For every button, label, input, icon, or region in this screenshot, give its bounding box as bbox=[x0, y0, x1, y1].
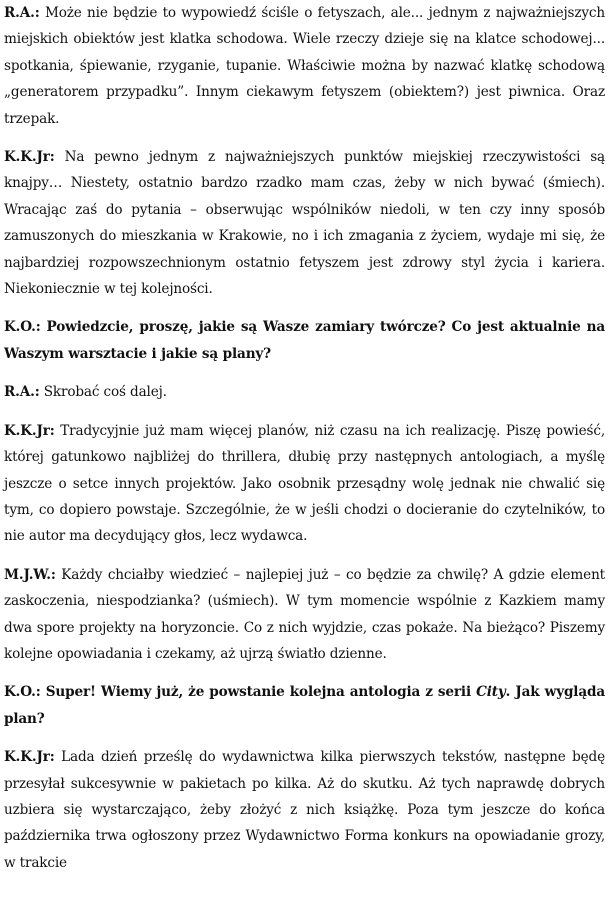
interview-paragraph bbox=[4, 744, 605, 876]
interview-paragraph bbox=[4, 0, 605, 132]
question-text: . Jak wygląda plan? bbox=[4, 684, 605, 727]
interview-paragraph bbox=[4, 379, 605, 405]
interview-paragraph bbox=[4, 418, 605, 550]
speaker-label: K.K.Jr: bbox=[4, 749, 55, 766]
question-text: Super! Wiemy już, że powstanie kolejna antologia z serii bbox=[40, 684, 477, 701]
paragraph-text: Lada dzień prześlę do wydawnictwa kilka pierwszych tekstów, następne będę przesyłał sukcesywnie w pakietach po kilka. Aż do skutku. Aż tych naprawdę dobrych uzbiera się wystarczająco, żeby złożyć z nich książkę. Poza tym jeszcze do końca października trwa ogłoszony przez Wydawnictwo Forma konkurs na opowiadanie grozy, w trakcie bbox=[4, 749, 605, 871]
interview-question bbox=[4, 314, 605, 367]
question-text: Powiedzcie, proszę, jakie są Wasze zamiary twórcze? Co jest aktualnie na Waszym warsztacie i jakie są plany? bbox=[4, 319, 605, 362]
speaker-label: K.O.: bbox=[4, 319, 41, 336]
speaker-label: R.A.: bbox=[4, 5, 40, 21]
speaker-label: K.O.: bbox=[4, 684, 41, 701]
speaker-label: K.K.Jr: bbox=[4, 422, 55, 439]
paragraph-text: Może nie będzie to wypowiedź ściśle o fetyszach, ale... jednym z najważniejszych miejskich obiektów jest klatka schodowa. Wiele rzeczy dzieje się na klatce schodowej... spotkania, śpiewanie, rzyganie, tupanie. Właściwie można by nazwać klatkę schodową „generatorem przypadku”. Innym ciekawym fetyszem (obiektem?) jest piwnica. Oraz trzepak. bbox=[4, 5, 605, 127]
document-page bbox=[4, 0, 605, 888]
book-series-title: City bbox=[476, 684, 506, 701]
paragraph-text: Każdy chciałby wiedzieć – najlepiej już – co będzie za chwilę? A gdzie element zaskoczenia, niespodzianka? (uśmiech). W tym momencie wspólnie z Kazkiem mamy dwa spore projekty na horyzoncie. Co z nich wyjdzie, czas pokaże. Na bieżąco? Piszemy kolejne opowiadania i czekamy, aż ujrzą światło dzienne. bbox=[4, 566, 605, 662]
speaker-label: M.J.W.: bbox=[4, 566, 56, 583]
paragraph-text: Skrobać coś dalej. bbox=[39, 384, 167, 401]
interview-paragraph bbox=[4, 562, 605, 668]
speaker-label: K.K.Jr: bbox=[4, 149, 55, 166]
paragraph-text: Na pewno jednym z najważniejszych punktów miejskiej rzeczywistości są knajpy… Niestety, ostatnio bardzo rzadko mam czas, żeby w nich bywać (śmiech). Wracając zaś do pytania – obserwując wspólników niedoli, w ten czy inny sposób zamuszonych do mieszkania w Krakowie, no i ich zmagania z życiem, wydaje mi się, że najbardziej rozpowszechnionym ostatnio fetyszem jest zdrowy styl życia i kariera. Niekoniecznie w tej kolejności. bbox=[4, 149, 605, 298]
speaker-label: R.A.: bbox=[4, 384, 40, 401]
interview-question bbox=[4, 679, 605, 732]
interview-paragraph bbox=[4, 144, 605, 302]
paragraph-text: Tradycyjnie już mam więcej planów, niż czasu na ich realizację. Piszę powieść, której gatunkowo najbliżej do thrillera, dłubię przy następnych antologiach, a myślę jeszcze o setce innych projektów. Jako osobnik przesądny wolę jednak nie chwalić się tym, co dopiero powstaje. Szczególnie, że w jeśli chodzi o docieranie do czytelników, to nie autor ma decydujący głos, lecz wydawca. bbox=[4, 422, 605, 545]
